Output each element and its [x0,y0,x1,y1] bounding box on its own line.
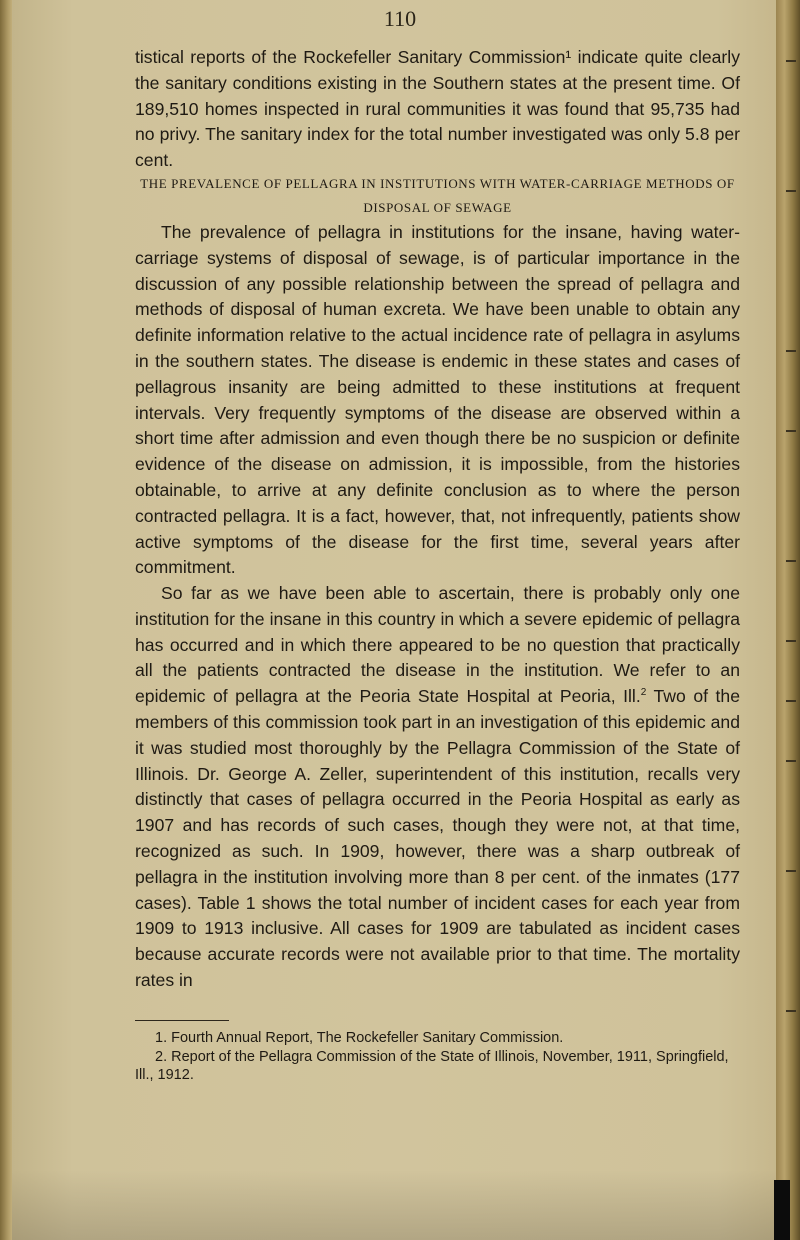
section-heading: THE PREVALENCE OF PELLAGRA IN INSTITUTIONS WITH WATER-CARRIAGE METHODS OF DISPOSAL OF SEWAGE [140,176,735,215]
scan-corner-shadow [774,1180,790,1240]
page-shadow [12,1170,778,1240]
footnote-ref-2: 2 [640,687,647,699]
footnote-1: 1. Fourth Annual Report, The Rockefeller Sanitary Commission. [155,1030,564,1046]
binding-edge [776,0,800,1240]
paragraph-3-text-a: So far as we have been able to ascertain, there is probably only one institution for the insane in this country in which a severe epidemic of pellagra has occurred and in which there appeared to be no question that practically all the patients contracted the disease in the institution. We refer to an epidemic of pellagra at the Peoria State Hospital at Peoria, Ill. [135,583,740,707]
paragraph-3 [135,581,740,994]
paragraph-3-text-b: Two of the members of this commission took part in an investigation of this epidemic and it was studied most thoroughly by the Pellagra Commission of the State of Illinois. Dr. George A. Zeller, superintendent of this institution, recalls very distinctly that cases of pellagra occurred in the Peoria Hospital as early as 1907 and has records of such cases, though they were not, at that time, recognized as such. In 1909, however, there was a sharp outbreak of pellagra in the institution involving more than 8 per cent. of the inmates (177 cases). Table 1 shows the total number of incident cases for each year from 1909 to 1913 inclusive. All cases for 1909 are tabulated as incident cases because accurate records were not available prior to that time. The mortality rates in [135,686,740,990]
paragraph-2: The prevalence of pellagra in institutions for the insane, having water-carriage systems of disposal of sewage, is of particular importance in the discussion of any possible relationship between the spread of pellagra and methods of disposal of human excreta. We have been unable to obtain any definite information relative to the actual incidence rate of pellagra in asylums in the southern states. The disease is endemic in these states and cases of pellagrous insanity are being admitted to these institutions at frequent intervals. Very frequently symptoms of the disease are observed within a short time after admission and even though there be no suspicion or definite evidence of the disease on admission, it is impossible, from the histories obtainable, to arrive at any definite conclusion as to where the person contracted pellagra. It is a fact, however, that, not infrequently, patients show active symptoms of the disease for the first time, several years after commitment. [135,222,740,578]
footnote-2: 2. Report of the Pellagra Commission of the State of Illinois, November, 1911, Springfield, Ill., 1912. [135,1048,729,1083]
paragraph-1: tistical reports of the Rockefeller Sanitary Commission¹ indicate quite clearly the sanitary conditions existing in the Southern states at the present time. Of 189,510 homes inspected in rural communities it was found that 95,735 had no privy. The sanitary index for the total number investigated was only 5.8 per cent. [135,47,740,171]
footnote-divider [135,1020,229,1021]
page-number: 110 [383,6,417,31]
footnotes [135,1029,740,1085]
